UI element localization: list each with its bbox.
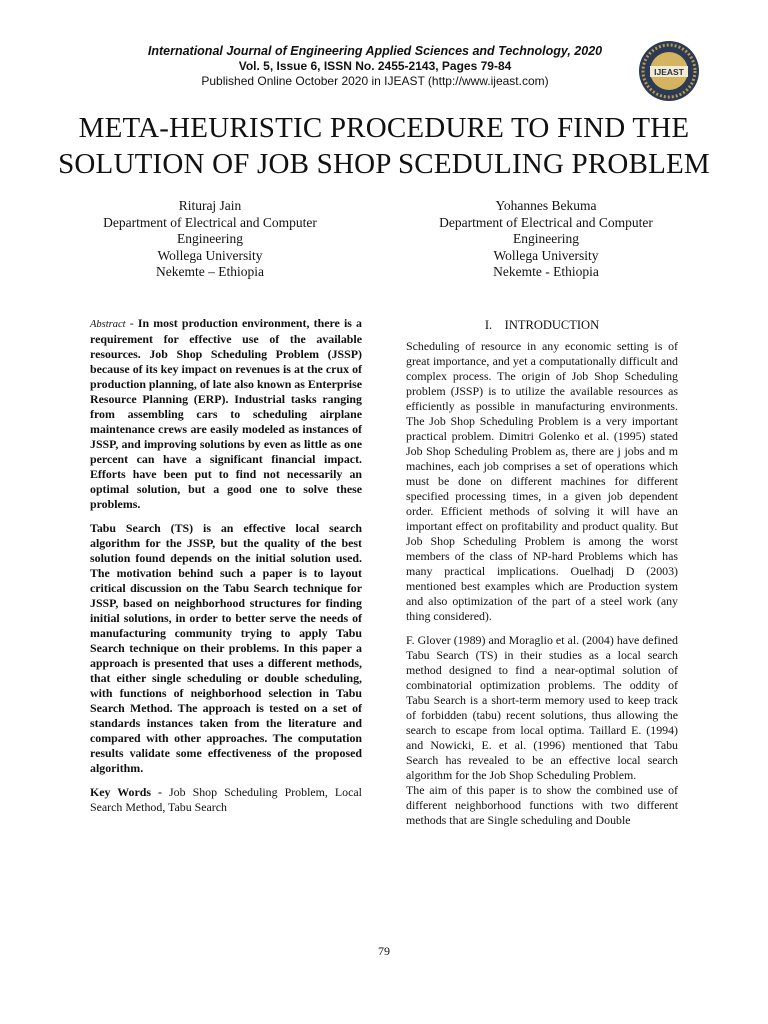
journal-header: [120, 44, 630, 89]
logo-text: IJEAST: [654, 67, 684, 77]
left-column: [90, 316, 362, 824]
author-dept-2: Engineering: [177, 231, 243, 246]
abstract-label: Abstract: [90, 319, 126, 330]
section-heading-introduction: I. INTRODUCTION: [484, 318, 600, 332]
author-name: Rituraj Jain: [178, 198, 242, 213]
abstract-separator: -: [125, 316, 138, 330]
author-location: Nekemte - Ethiopia: [493, 264, 599, 279]
journal-volume: Vol. 5, Issue 6, ISSN No. 2455-2143, Pages 79-84: [238, 59, 512, 73]
title-line-1: META-HEURISTIC PROCEDURE TO FIND THE: [78, 112, 690, 144]
intro-paragraph-3: The aim of this paper is to show the combined use of different neighborhood functions with two different methods that are Single scheduling and Double: [406, 783, 678, 827]
right-column: [406, 318, 678, 837]
intro-paragraph-1: Scheduling of resource in any economic setting is of great importance, and yet a computationally difficult and complex process. The origin of Job Shop Scheduling problem (JSSP) is to utilize the available resources as efficiently as possible in manufacturing environments. The Job Shop Scheduling Problem is a very important practical problem. Dimitri Golenko et al. (1995) stated Job Shop Scheduling Problem as, there are j jobs and m machines, each job comprises a set of operations which must be done on different machines for different specified processing times, in a given job dependent order. Efficient methods of solving it will have an important effect on profitability and product quality. But Job Shop Scheduling Problem is among the worst members of the class of NP-hard Problems which has many practical implications. Ouelhadj D (2003) mentioned best examples which are Production system and also optimization of the part of a steel work (any thing considered).: [406, 339, 678, 623]
author-university: Wollega University: [157, 247, 263, 263]
author-location: Nekemte – Ethiopia: [156, 264, 264, 279]
abstract-text-1: In most production environment, there is a requirement for effective use of the available resources. Job Shop Scheduling Problem (JSSP) because of its key impact on revenues is at the crux of production planning, of late also known as Enterprise Resource Planning (ERP). Industrial tasks ranging from assembling cars to scheduling airplane maintenance crews are easily modeled as instances of JSSP, and improving solutions by even as little as one percent can have a significant financial impact. Efforts have been put to find not necessarily an optimal solution, but a good one to solve these problems.: [90, 316, 363, 511]
author-name: Yohannes Bekuma: [495, 198, 597, 213]
author-1: [90, 198, 330, 281]
keywords-text: Job Shop Scheduling Problem, Local Search Method, Tabu Search: [90, 785, 362, 814]
journal-name: International Journal of Engineering Applied Sciences and Technology, 2020: [147, 44, 603, 58]
author-dept: Department of Electrical and Computer: [103, 214, 317, 230]
paper-title: [20, 110, 748, 182]
abstract-paragraph-2: Tabu Search (TS) is an effective local search algorithm for the JSSP, but the quality of the best solution found depends on the initial solution used. The motivation behind such a paper is to layout critical discussion on the Tabu Search technique for JSSP, based on neighborhood structures for finding initial solutions, in order to better serve the needs of manufacturing community trying to apply Tabu Search technique on their problems. In this paper a approach is presented that uses a different methods, that either single scheduling or double scheduling, with functions of neighborhood selection in Tabu Search Method. The approach is tested on a set of standards instances taken from the literature and compared with other approaches. The computation results validate some effectiveness of the proposed algorithm.: [90, 521, 362, 775]
title-line-2: SOLUTION OF JOB SHOP SCEDULING PROBLEM: [58, 148, 710, 180]
author-university: Wollega University: [493, 247, 599, 263]
author-dept: Department of Electrical and Computer: [439, 214, 653, 230]
journal-published: Published Online October 2020 in IJEAST (http://www.ijeast.com): [201, 74, 549, 88]
author-2: [418, 198, 674, 281]
intro-paragraph-2: F. Glover (1989) and Moraglio et al. (2004) have defined Tabu Search (TS) in their studies as a local search method designed to find a near-optimal solution of combinatorial optimization problems. The oddity of Tabu Search is a short-term memory used to keep track of forbidden (tabu) recent solutions, thus allowing the search to escape from local optima. Taillard E. (1994) and Nowicki, E. et al. (1996) mentioned that Tabu Search has revealed to be an effective local search algorithm for the Job Shop Scheduling Problem.: [406, 633, 678, 782]
keywords: [90, 785, 362, 815]
author-dept-2: Engineering: [513, 231, 579, 246]
keywords-label: Key Words -: [90, 785, 170, 799]
ijeast-logo: [638, 40, 700, 102]
abstract-paragraph-1: [90, 316, 362, 512]
page-number: 79: [378, 944, 390, 958]
